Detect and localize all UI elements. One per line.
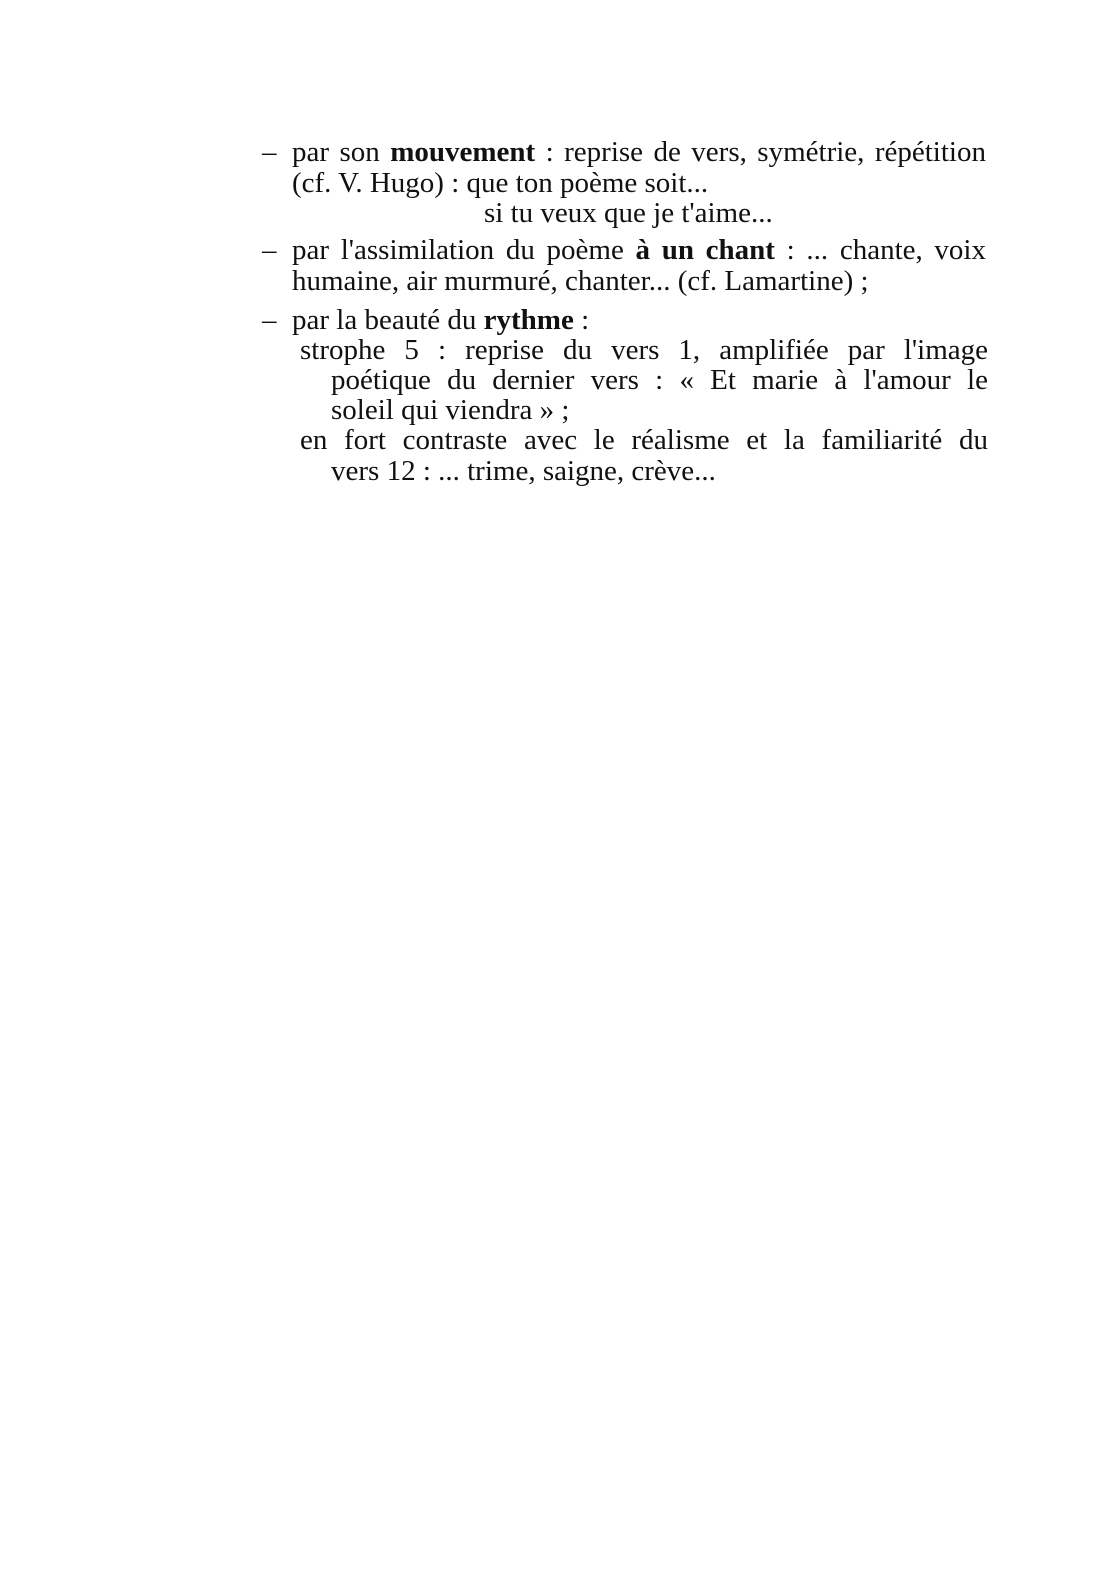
sub-item-line: soleil qui viendra » ; — [331, 394, 570, 426]
quote-line: si tu veux que je t'aime... — [484, 197, 773, 229]
sub-item-line: poétique du dernier vers : « Et marie à l'amour le — [331, 364, 988, 396]
bold-term: mouvement — [390, 136, 536, 168]
text-run: par son — [292, 136, 391, 168]
list-dash: – — [262, 136, 277, 168]
bold-term: à un chant — [635, 234, 775, 266]
text-run: par l'assimilation du poème — [292, 234, 636, 266]
bold-term: rythme — [483, 304, 574, 336]
list-item-line — [292, 235, 986, 266]
text-run: : reprise de vers, symétrie, répétition — [535, 136, 986, 168]
text-run: par la beauté du — [292, 304, 484, 336]
list-item-line: (cf. V. Hugo) : que ton poème soit... — [292, 167, 709, 199]
text-run: : — [573, 304, 590, 336]
sub-item-line: vers 12 : ... trime, saigne, crève... — [331, 455, 716, 487]
sub-item-line: strophe 5 : reprise du vers 1, amplifiée par l'image — [300, 334, 988, 366]
list-dash: – — [262, 304, 277, 336]
list-item-line — [292, 305, 589, 336]
sub-item-line: en fort contraste avec le réalisme et la familiarité du — [300, 424, 988, 456]
list-item-line — [292, 137, 986, 168]
list-dash: – — [262, 234, 277, 266]
list-item-line: humaine, air murmuré, chanter... (cf. Lamartine) ; — [292, 265, 869, 297]
text-run: : ... chante, voix — [774, 234, 986, 266]
